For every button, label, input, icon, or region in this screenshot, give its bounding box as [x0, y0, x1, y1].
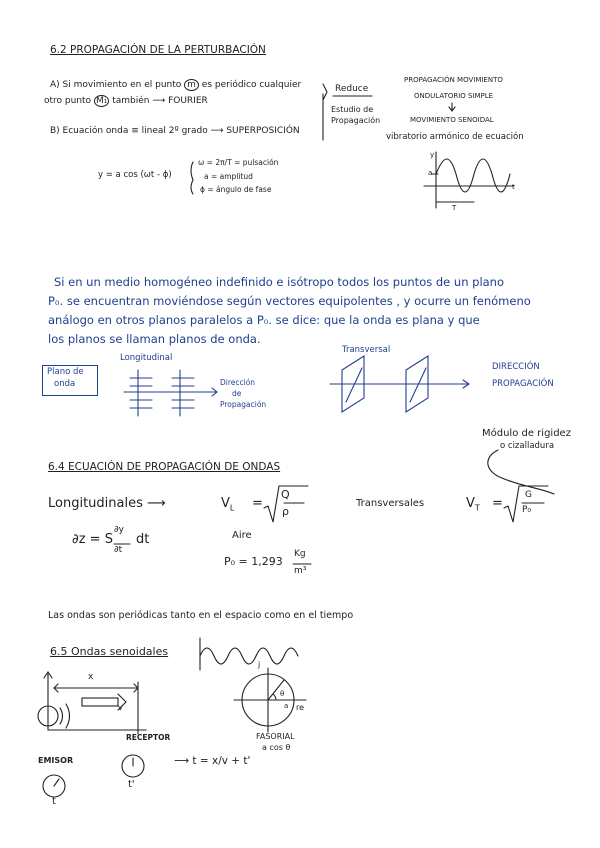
brace-definitions: [191, 162, 193, 194]
air-density: P₀ = 1,293: [224, 555, 283, 568]
line-b-part1: otro punto: [44, 96, 92, 106]
longitudinales-label: Longitudinales ⟶: [48, 496, 166, 511]
trans-vector-2: [410, 368, 426, 402]
emitter-wave-2: [66, 704, 70, 728]
section-6-2-title: 6.2 PROPAGACIÓN DE LA PERTURBACIÓN: [50, 44, 266, 56]
vt-symbol: [466, 496, 480, 513]
line-b-part2: también ⟶ FOURIER: [112, 96, 208, 106]
graph-period-label: T: [452, 204, 457, 212]
reduce-label: Reduce: [335, 84, 369, 94]
plane-box-label-1: Plano de: [47, 367, 84, 377]
longitudinal-label: Longitudinal: [120, 353, 173, 363]
diff-dt: dt: [136, 532, 150, 547]
periodic-note: Las ondas son periódicas tanto en el espacio como en el tiempo: [48, 610, 354, 621]
vl-equals: =: [252, 496, 263, 511]
def-omega: ω = 2π/T = pulsación: [198, 158, 279, 167]
emisor-label: EMISOR: [38, 756, 74, 765]
estudio-label-1: Estudio de: [331, 105, 374, 114]
longitudinal-diagram: [118, 366, 218, 426]
velocity-arrow-body: [82, 698, 118, 706]
right-text-4: vibratorio armónico de ecuación: [386, 132, 524, 142]
phasor-re-label: re: [296, 703, 305, 712]
def-phase: ϕ = ángulo de fase: [200, 185, 272, 194]
diff-lhs: ∂z = S: [72, 532, 113, 547]
emitter-wave-1: [60, 708, 63, 724]
right-text-1: PROPAGACIÓN MOVIMIENTO: [404, 76, 503, 84]
brace-ab: [323, 84, 327, 100]
air-label: Aire: [232, 530, 252, 541]
plane-paragraph-1: Si en un medio homogéneo indefinido e isótropo todos los puntos de un plano: [54, 275, 505, 289]
air-units-den: m³: [294, 566, 307, 576]
emitter-clock-hand: [54, 779, 59, 786]
distance-x-label: x: [88, 672, 94, 682]
graph-a-label: a: [428, 169, 433, 177]
rigidity-label-2: o cizalladura: [500, 441, 555, 451]
vl-numerator: Q: [281, 488, 290, 501]
section-6-4-title: 6.4 ECUACIÓN DE PROPAGACIÓN DE ONDAS: [48, 461, 281, 473]
graph-t-label: t: [512, 183, 515, 191]
air-units-num: Kg: [294, 549, 306, 559]
vt-numerator: G: [525, 490, 532, 500]
transversal-diagram: [330, 352, 470, 422]
wave-equation: y = a cos (ωt - ϕ): [98, 170, 172, 180]
trans-direction-1: DIRECCIÓN: [492, 362, 540, 372]
graph-y-label: y: [430, 151, 435, 159]
diff-denominator: ∂t: [114, 545, 123, 555]
trans-vector-1: [346, 368, 362, 402]
vt-letter: V: [466, 496, 475, 511]
fasorial-label-1: FASORIAL: [256, 732, 295, 741]
long-direction-1: Dirección: [220, 378, 256, 387]
vt-subscript: T: [474, 503, 480, 513]
point-m1: M₁: [95, 96, 108, 106]
trans-direction-2: PROPAGACIÓN: [492, 379, 554, 389]
line-a-part1: A) Si movimiento en el punto: [50, 80, 182, 90]
long-direction-2: de: [232, 389, 242, 398]
vl-letter: V: [221, 496, 230, 511]
section-6-5-title: 6.5 Ondas senoidales: [50, 645, 169, 658]
vl-denominator: ρ: [282, 505, 289, 518]
transversal-label: Transversal: [342, 345, 391, 355]
def-amplitude: a = amplitud: [204, 172, 253, 181]
plane-paragraph-4: los planos se llaman planos de onda.: [48, 332, 261, 346]
long-direction-3: Propagación: [220, 400, 267, 409]
rigidity-label-1: Módulo de rigidez: [482, 428, 571, 439]
diff-numerator: ∂y: [114, 525, 124, 535]
line-a-part2: es periódico cualquier: [201, 80, 302, 90]
vt-equals: =: [492, 496, 503, 511]
velocity-v-label: v: [118, 703, 123, 712]
receptor-label: RECEPTOR: [126, 733, 171, 742]
vt-denominator: P₀: [522, 505, 532, 515]
phasor-angle-arc: [273, 694, 276, 700]
emitter-time-label: t: [52, 796, 56, 807]
wave-curve: [200, 648, 298, 664]
harmonic-graph: [420, 150, 520, 220]
time-formula: ⟶ t = x/v + t': [174, 755, 251, 767]
plane-paragraph-2: P₀. se encuentran moviéndose según vectores equipolentes , y ocurre un fenómeno: [48, 294, 531, 308]
point-m: m: [184, 79, 199, 91]
fasorial-label-2: a cos θ: [262, 743, 291, 752]
estudio-label-2: Propagación: [331, 116, 381, 125]
receiver-time-label: t': [128, 779, 135, 790]
right-text-2: ONDULATORIO SIMPLE: [414, 92, 494, 100]
line-c: B) Ecuación onda ≡ lineal 2º grado ⟶ SUPERPOSICIÓN: [50, 126, 300, 136]
transversales-label: Transversales: [356, 498, 425, 509]
phasor-j-label: j: [258, 660, 261, 669]
plane-paragraph-3: análogo en otros planos paralelos a P₀. se dice: que la onda es plana y que: [48, 313, 480, 327]
phasor-theta-label: θ: [280, 690, 285, 698]
graph-sine-curve: [436, 159, 510, 192]
phasor-a-label: a: [284, 702, 289, 710]
plane-box-label-2: onda: [54, 379, 76, 389]
vl-subscript: L: [229, 503, 235, 513]
right-text-3: MOVIMIENTO SENOIDAL: [410, 116, 494, 124]
vl-symbol: [221, 496, 234, 513]
